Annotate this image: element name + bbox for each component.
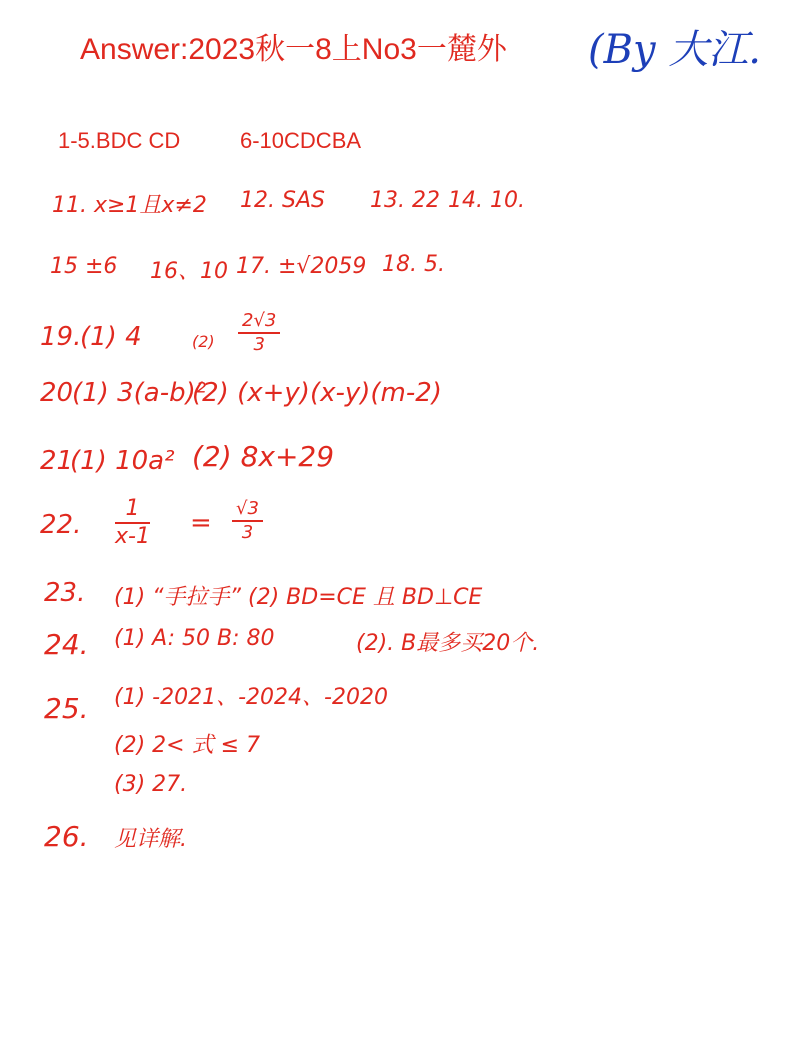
answer-19-part1: (1) 4 (80, 322, 142, 352)
question-24-number: 24. (44, 628, 89, 661)
answer-22-equals: = (190, 508, 212, 538)
answer-25-part1: (1) -2021、-2024、-2020 (114, 685, 388, 710)
answer-21-part1: (1) 10a² (70, 446, 175, 476)
answer-23-part1: (1) “手拉手” (114, 585, 241, 610)
answer-17: 17. ±√2059 (236, 254, 367, 279)
answer-22-left-fraction (115, 498, 150, 548)
fraction-denominator: 3 (241, 522, 254, 543)
question-26-number: 26. (44, 820, 89, 853)
answer-13: 13. 22 (370, 188, 440, 213)
question-20-number: 20 (40, 378, 74, 408)
answer-21-part2: (2) 8x+29 (192, 440, 335, 473)
answer-22-right-fraction (232, 500, 263, 542)
fraction-numerator: √3 (232, 500, 263, 522)
page-title: Answer:2023秋一8上No3一麓外 (80, 33, 507, 66)
answer-15: 15 ±6 (50, 254, 118, 279)
fraction-denominator: 3 (253, 334, 265, 355)
answer-12: 12. SAS (240, 188, 325, 213)
author-signature: (By 大江. (588, 27, 762, 73)
answer-18: 18. 5. (382, 252, 445, 277)
answer-25-part3: (3) 27. (114, 772, 188, 797)
answer-14: 14. 10. (448, 188, 525, 213)
fraction-numerator: 1 (115, 498, 150, 524)
question-22-number: 22. (40, 510, 82, 540)
fraction-numerator: 2√3 (238, 312, 280, 334)
answer-19-part2-tag: (2) (192, 332, 215, 351)
question-25-number: 25. (44, 692, 89, 725)
answer-26: 见详解. (114, 827, 187, 852)
answer-11: 11. x≥1且x≠2 (52, 193, 207, 218)
answer-24-part1: (1) A: 50 B: 80 (114, 626, 275, 651)
question-19-number: 19. (40, 322, 82, 352)
answer-19-part2-fraction (238, 312, 280, 354)
answer-23-part2: (2) BD=CE 且 BD⊥CE (248, 585, 483, 610)
answer-16: 16、10 (150, 259, 228, 284)
answer-20-part1: (1) 3(a-b)² (72, 378, 207, 408)
answer-mc-6-10: 6-10CDCBA (240, 128, 362, 153)
answer-20-part2: (2) (x+y)(x-y)(m-2) (192, 378, 442, 408)
fraction-denominator: x-1 (115, 524, 150, 549)
answer-24-part2: (2). B最多买20个. (356, 631, 540, 656)
question-23-number: 23. (44, 578, 86, 608)
question-21-number: 21 (40, 446, 74, 476)
answer-25-part2: (2) 2< 式 ≤ 7 (114, 733, 260, 758)
answer-mc-1-5: 1-5.BDC CD (58, 128, 181, 153)
